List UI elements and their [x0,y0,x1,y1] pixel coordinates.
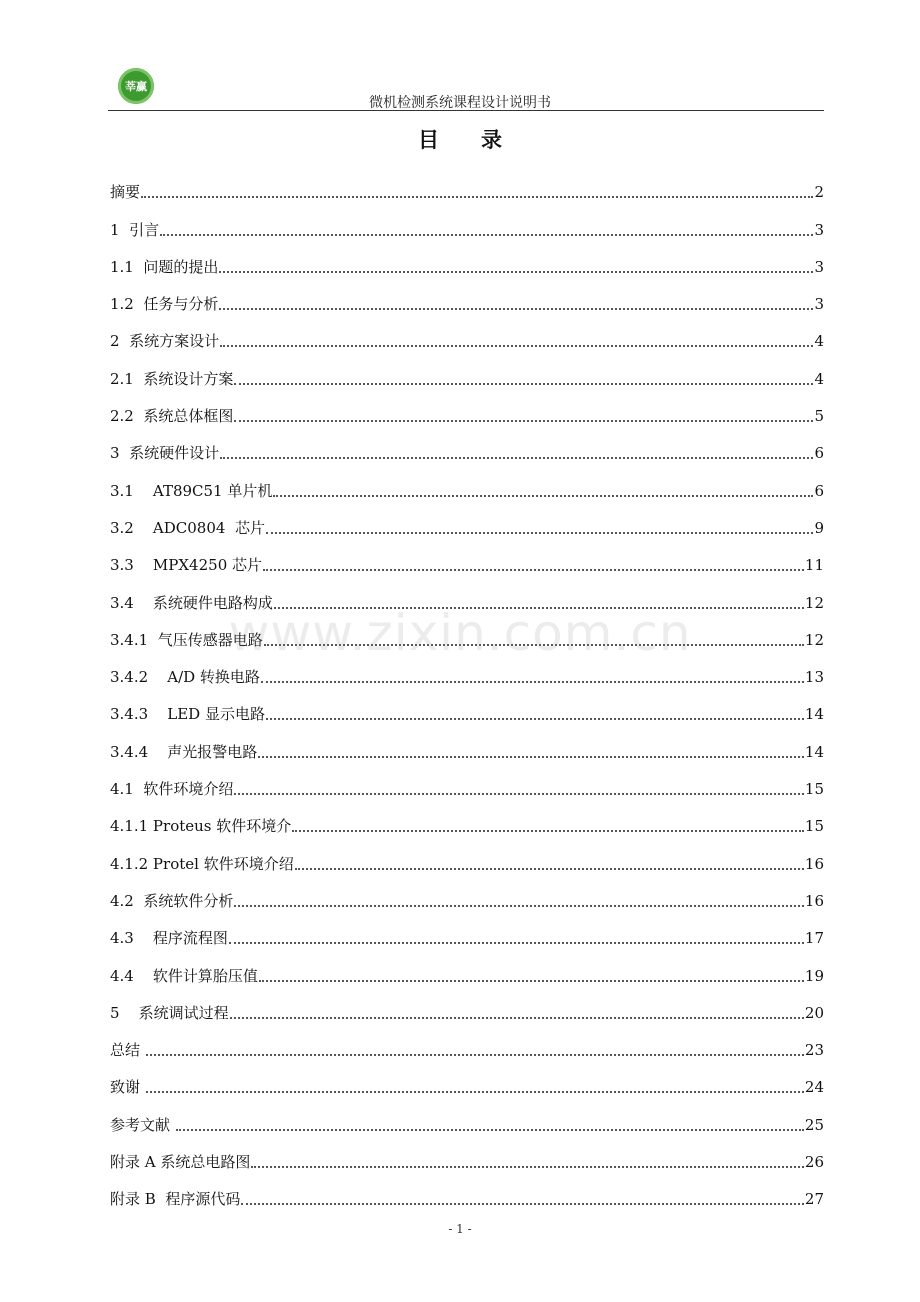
toc-entry[interactable] [110,1065,824,1102]
toc-dot-leader [234,792,804,795]
toc-dot-leader [146,1053,804,1056]
toc-entry-label: 附录 B 程序源代码 [110,1190,241,1209]
toc-entry-page: 11 [804,556,824,575]
toc-entry-label: 4.4 软件计算胎压值 [110,966,258,985]
toc-entry-label: 参考文献 [110,1115,175,1134]
toc-entry-label: 3 系统硬件设计 [110,444,220,463]
toc-entry[interactable] [110,841,824,878]
toc-entry-page: 12 [804,593,824,612]
toc-entry[interactable] [110,692,824,729]
toc-entry-label: 附录 A 系统总电路图 [110,1153,251,1172]
running-header-title: 微机检测系统课程设计说明书 [369,95,551,111]
toc-entry[interactable] [110,804,824,841]
toc-dot-leader [251,1165,804,1168]
toc-entry-label: 3.4.2 A/D 转换电路 [110,668,260,687]
toc-entry[interactable] [110,767,824,804]
toc-entry-page: 15 [804,817,824,836]
toc-entry-page: 3 [814,220,824,239]
toc-entry-label: 4.1.2 Protel 软件环境介绍 [110,854,294,873]
toc-entry-page: 13 [804,668,824,687]
toc-entry-page: 6 [814,481,824,500]
toc-dot-leader [146,1090,804,1093]
toc-heading [0,124,920,154]
toc-entry-page: 6 [814,444,824,463]
toc-dot-leader [230,1016,804,1019]
toc-entry[interactable] [110,953,824,990]
toc-dot-leader [234,419,813,422]
toc-entry-page: 27 [804,1190,824,1209]
toc-entry-page: 25 [804,1115,824,1134]
toc-entry-label: 2 系统方案设计 [110,332,220,351]
toc-entry-label: 3.4 系统硬件电路构成 [110,593,273,612]
toc-entry-label: 3.4.4 声光报警电路 [110,742,258,761]
toc-entry[interactable] [110,991,824,1028]
toc-entry[interactable] [110,1028,824,1065]
toc-entry-label: 致谢 [110,1078,145,1097]
toc-entry[interactable] [110,356,824,393]
table-of-contents [110,170,824,1214]
toc-dot-leader [160,233,813,236]
toc-entry[interactable] [110,1177,824,1214]
toc-dot-leader [259,979,804,982]
toc-entry-label: 1.1 问题的提出 [110,257,219,276]
toc-entry-label: 3.4.1 气压传感器电路 [110,630,263,649]
toc-dot-leader [219,270,813,273]
toc-dot-leader [266,531,813,534]
toc-dot-leader [263,568,804,571]
toc-entry-page: 16 [804,891,824,910]
toc-entry[interactable] [110,879,824,916]
toc-dot-leader [295,867,804,870]
toc-dot-leader [220,456,813,459]
toc-entry-label: 5 系统调试过程 [110,1003,229,1022]
toc-entry-label: 3.3 MPX4250 芯片 [110,556,262,575]
toc-entry[interactable] [110,468,824,505]
toc-entry-page: 17 [804,929,824,948]
toc-entry-page: 20 [804,1003,824,1022]
toc-entry[interactable] [110,394,824,431]
toc-entry-page: 19 [804,966,824,985]
toc-entry-label: 4.1 软件环境介绍 [110,780,234,799]
toc-dot-leader [219,307,813,310]
toc-entry[interactable] [110,506,824,543]
toc-entry-label: 4.3 程序流程图 [110,929,228,948]
toc-dot-leader [141,195,813,198]
toc-entry-page: 4 [814,369,824,388]
toc-entry-page: 5 [814,407,824,426]
toc-entry-label: 2.1 系统设计方案 [110,369,234,388]
toc-entry-page: 4 [814,332,824,351]
toc-entry-page: 9 [814,518,824,537]
toc-dot-leader [229,941,804,944]
toc-dot-leader [234,382,813,385]
toc-entry-label: 4.2 系统软件分析 [110,891,234,910]
toc-dot-leader [241,1202,804,1205]
toc-entry[interactable] [110,1140,824,1177]
toc-entry-label: 2.2 系统总体框图 [110,407,234,426]
page-number: - 1 - [448,1222,472,1236]
toc-entry-page: 14 [804,705,824,724]
toc-heading-char-1: 目 [418,127,439,152]
toc-entry[interactable] [110,170,824,207]
toc-dot-leader [273,494,813,497]
toc-entry-label: 3.1 AT89C51 单片机 [110,481,273,500]
toc-entry-page: 24 [804,1078,824,1097]
toc-entry-page: 26 [804,1153,824,1172]
toc-entry-page: 23 [804,1041,824,1060]
toc-entry-label: 3.2 ADC0804 芯片 [110,518,265,537]
toc-entry[interactable] [110,431,824,468]
toc-entry-label: 摘要 [110,183,141,202]
toc-dot-leader [292,829,804,832]
toc-entry-page: 2 [814,183,824,202]
toc-entry-page: 12 [804,630,824,649]
toc-entry-page: 3 [814,257,824,276]
toc-entry-label: 4.1.1 Proteus 软件环境介 [110,817,292,836]
toc-entry-label: 1.2 任务与分析 [110,295,219,314]
toc-entry-page: 16 [804,854,824,873]
toc-entry[interactable] [110,543,824,580]
toc-entry-label: 1 引言 [110,220,160,239]
header-divider [108,110,824,111]
toc-entry[interactable] [110,319,824,356]
watermark: www.zixin.com.cn [228,604,692,662]
toc-dot-leader [176,1128,804,1131]
toc-entry-label: 总结 [110,1041,145,1060]
logo-text: 莘赢 [125,80,147,93]
toc-entry-label: 3.4.3 LED 显示电路 [110,705,265,724]
toc-dot-leader [266,717,804,720]
toc-dot-leader [220,344,813,347]
toc-dot-leader [261,680,804,683]
toc-entry[interactable] [110,282,824,319]
toc-heading-char-2: 录 [481,127,502,152]
toc-dot-leader [258,755,804,758]
toc-dot-leader [234,904,804,907]
toc-entry-page: 15 [804,780,824,799]
toc-entry[interactable] [110,729,824,766]
toc-entry[interactable] [110,916,824,953]
toc-entry[interactable] [110,1102,824,1139]
toc-entry-page: 14 [804,742,824,761]
toc-entry-page: 3 [814,295,824,314]
toc-entry[interactable] [110,207,824,244]
toc-entry[interactable] [110,245,824,282]
